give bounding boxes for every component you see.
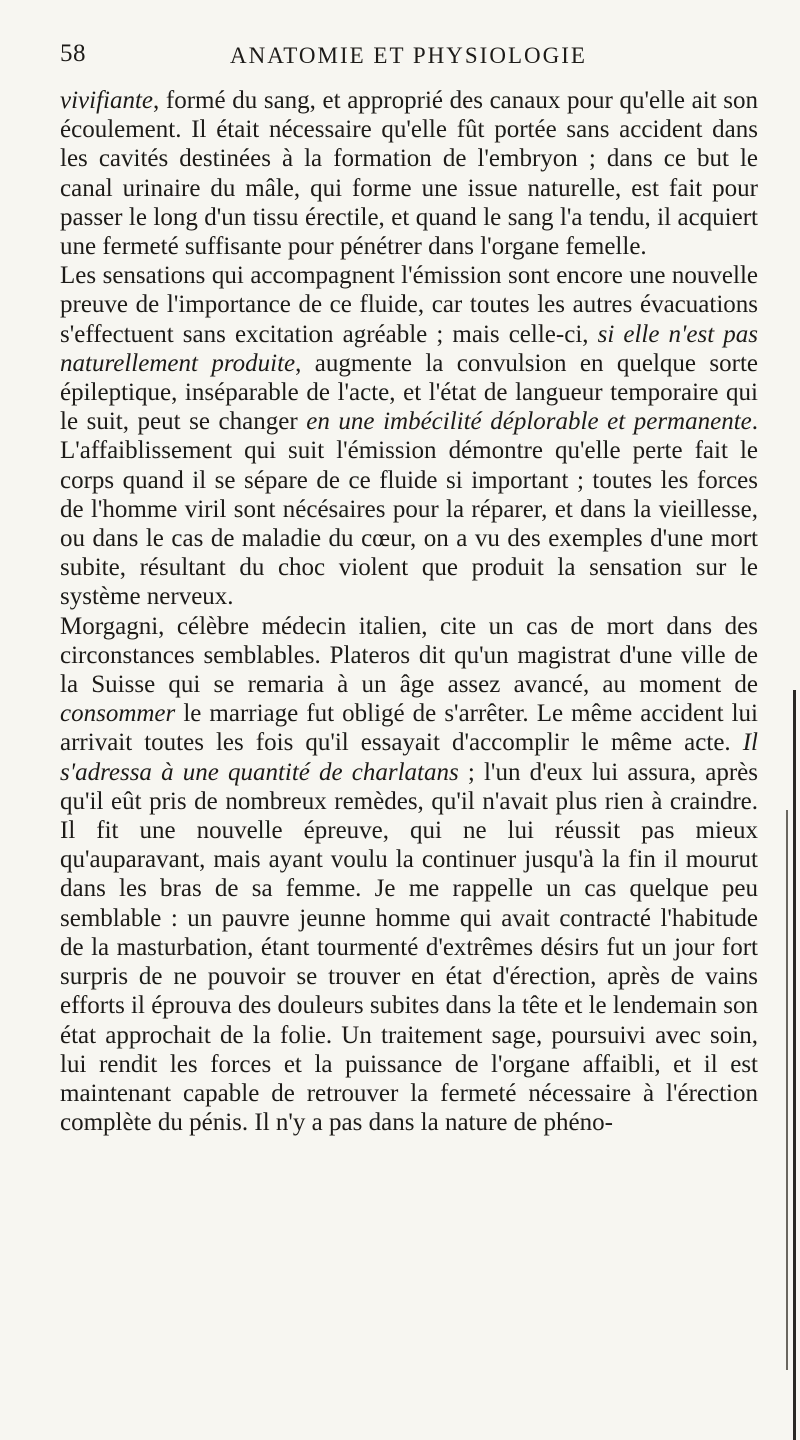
text-segment: , augmente la convulsion en quelque sorte épileptique, inséparable de l'acte, et l'état de langueur temporaire qui le suit, peut se changer [60, 349, 758, 436]
paragraph [60, 86, 758, 261]
text-segment: le marriage fut obligé de s'arrêter. Le même accident lui arrivait toutes les fois qu'il essayait d'accomplir le même acte. [60, 700, 758, 757]
italic-text: si elle n'est pas naturellement produite [60, 320, 758, 377]
paragraph [60, 261, 758, 611]
binding-shadow-line [793, 690, 796, 1440]
page-header [60, 40, 760, 70]
text-segment: , formé du sang, et approprié des canaux pour qu'elle ait son écoulement. Il était nécessaire qu'elle fût portée sans accident dans les cavités destinées à la formation de l'embryon ; dans ce but le canal urinaire du mâle, qui forme une issue naturelle, est fait pour passer le long d'un tissu érectile, et quand le sang l'a tendu, il acquiert une fermeté suffisante pour pénétrer dans l'organe femelle. [60, 87, 758, 261]
page-number: 58 [60, 40, 86, 67]
binding-shadow-line [786, 810, 788, 1370]
italic-text: en une imbécilité déplorable et permanente [306, 408, 752, 436]
paragraph [60, 612, 758, 1138]
text-segment: Morgagni, célèbre médecin italien, cite un cas de mort dans des circonstances semblables. Plateros dit qu'un magistrat d'une ville de la Suisse qui se remaria à un âge assez avancé, au moment de [60, 612, 758, 699]
body-text [60, 86, 758, 1137]
italic-text: Il s'adressa à une quantité de charlatans [60, 729, 758, 786]
italic-text: consommer [60, 700, 176, 728]
page-binding-edge [778, 690, 796, 1440]
text-segment: Les sensations qui accompagnent l'émission sont encore une nouvelle preuve de l'importance de ce fluide, car toutes les autres évacuations s'effectuent sans excitation agréable ; mais celle-ci, [60, 262, 758, 348]
text-segment: ; l'un d'eux lui assura, après qu'il eût pris de nombreux remèdes, qu'il n'avait plus rien à craindre. Il fit une nouvelle épreuve, qui ne lui réussit pas mieux qu'auparavant, mais ayant voulu la continuer jusqu'à la fin il mourut dans les bras de sa femme. Je me rappelle un cas quelque peu semblable : un pauvre jeunne homme qui avait contracté l'habitude de la masturbation, étant tourmenté d'extrêmes désirs fut un jour fort surpris de ne pouvoir se trouver en état d'érection, après de vains efforts il éprouva des douleurs subites dans la tête et le lendemain son état approchait de la folie. Un traitement sage, poursuivi avec soin, lui rendit les forces et la puissance de l'organe affaibli, et il est maintenant capable de retrouver la fermeté nécessaire à l'érection complète du pénis. Il n'y a pas dans la nature de phéno- [60, 758, 758, 1137]
text-segment: . L'affaiblissement qui suit l'émission démontre qu'elle perte fait le corps quand il se sépare de ce fluide si important ; toutes les forces de l'homme viril sont nécésaires pour la réparer, et dans la vieillesse, ou dans le cas de maladie du cœur, on a vu des exemples d'une mort subite, résultant du choc violent que produit la sensation sur le système nerveux. [60, 408, 758, 611]
italic-text: vivifiante [60, 87, 154, 114]
running-head: ANATOMIE ET PHYSIOLOGIE [230, 43, 587, 68]
